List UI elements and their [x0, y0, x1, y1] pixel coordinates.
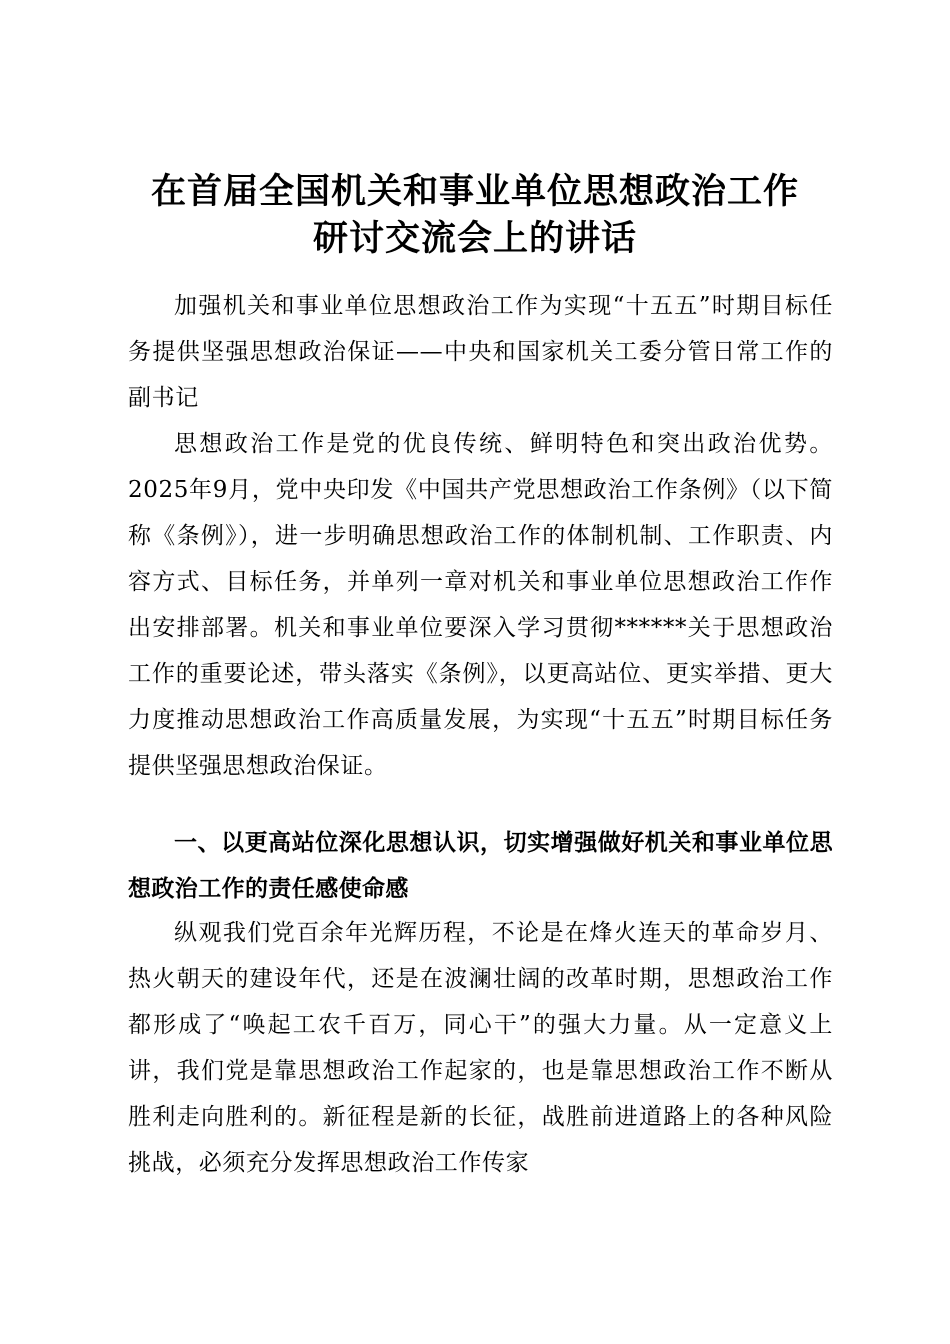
- section-heading-1: 一、以更高站位深化思想认识，切实增强做好机关和事业单位思想政治工作的责任感使命感: [128, 830, 833, 902]
- subtitle-paragraph: 加强机关和事业单位思想政治工作为实现“十五五”时期目标任务提供坚强思想政治保证——中央和国家机关工委分管日常工作的副书记: [128, 293, 833, 411]
- intro-paragraph: 思想政治工作是党的优良传统、鲜明特色和突出政治优势。2025年9月，党中央印发《中国共产党思想政治工作条例》（以下简称《条例》），进一步明确思想政治工作的体制机制、工作职责、内容方式、目标任务，并单列一章对机关和事业单位思想政治工作作出安排部署。机关和事业单位要深入学习贯彻******关于思想政治工作的重要论述，带头落实《条例》，以更高站位、更实举措、更大力度推动思想政治工作高质量发展，为实现“十五五”时期目标任务提供坚强思想政治保证。: [128, 431, 833, 779]
- document-title-line-1: 在首届全国机关和事业单位思想政治工作: [150, 172, 799, 212]
- section-1-paragraph: 纵观我们党百余年光辉历程，不论是在烽火连天的革命岁月、热火朝天的建设年代，还是在波澜壮阔的改革时期，思想政治工作都形成了“唤起工农千百万，同心干”的强大力量。从一定意义上讲，我们党是靠思想政治工作起家的，也是靠思想政治工作不断从胜利走向胜利的。新征程是新的长征，战胜前进道路上的各种风险挑战，必须充分发挥思想政治工作传家: [128, 920, 833, 1176]
- document-title-line-2: 研讨交流会上的讲话: [312, 219, 637, 259]
